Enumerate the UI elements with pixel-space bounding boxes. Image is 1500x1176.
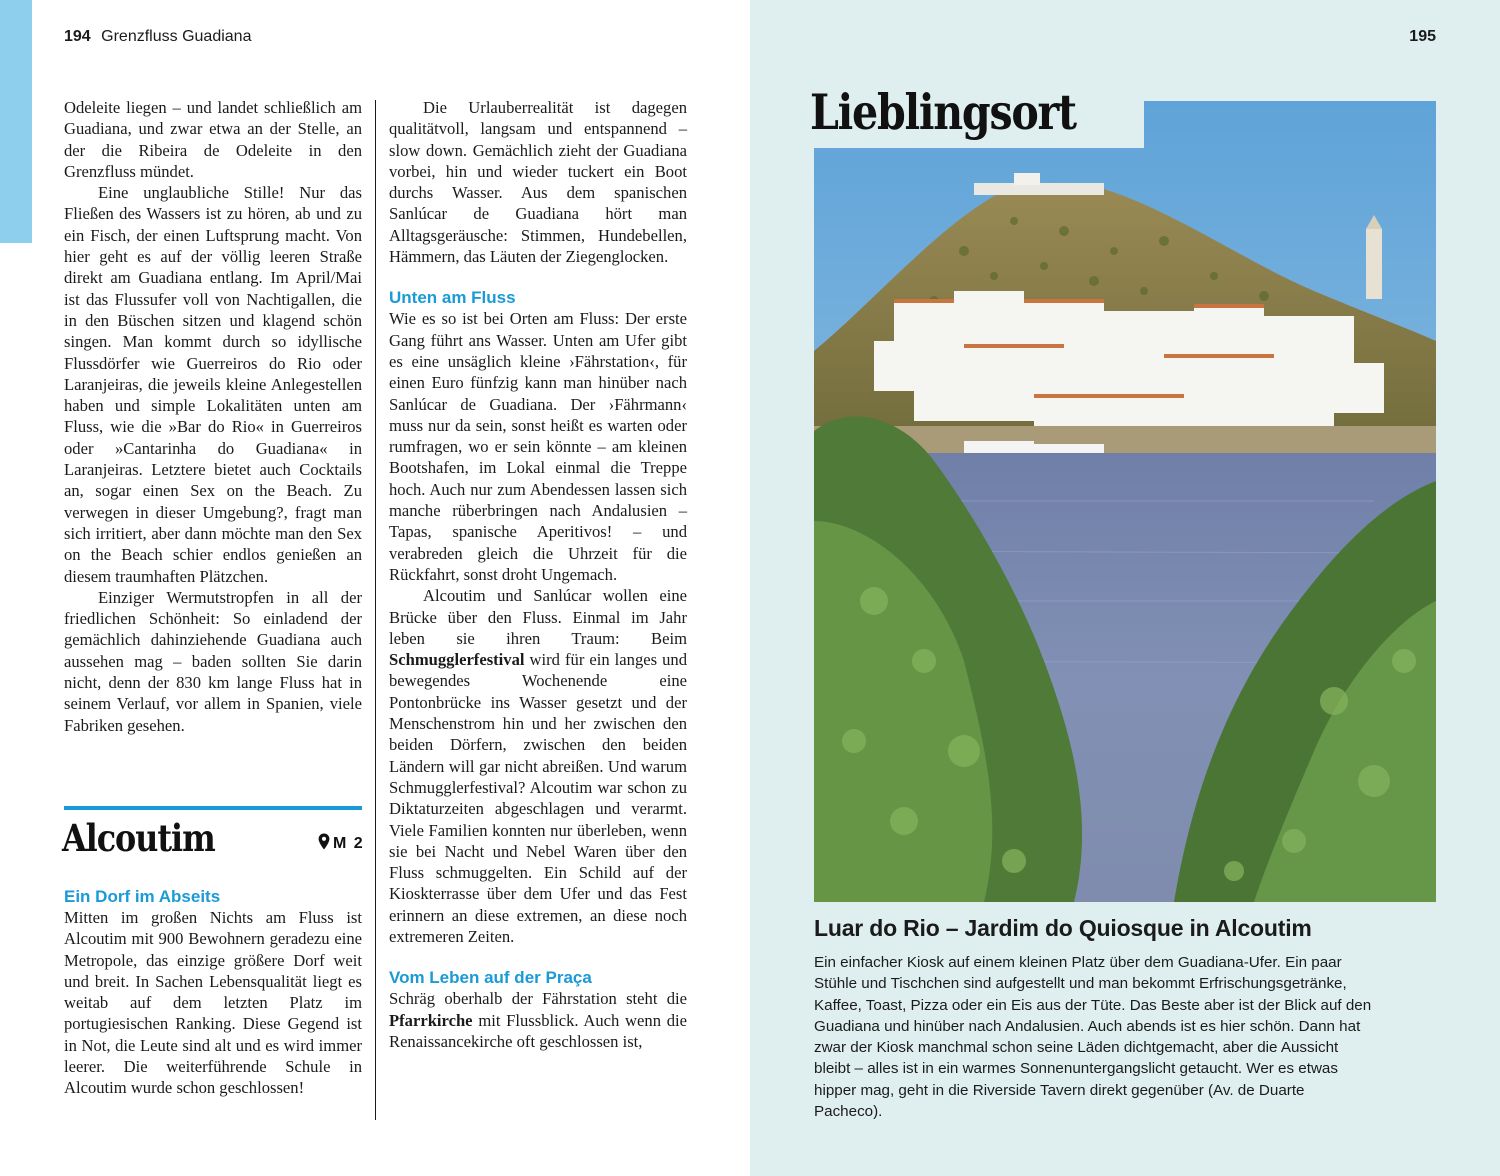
paragraph: Die Urlauberrealität ist dagegen qualitätvoll, langsam und entspannend – slow down. Gemächlich zieht der Guadiana vorbei, hin und wieder tuckert ein Boot durchs Wasser. Aus dem spanischen Sanlúcar de Guadiana hört man Alltagsgeräusche: Stimmen, Hundebellen, Hämmern, das Läuten der Ziegenglocken. [389,98,687,267]
text-run: wird für ein langes und bewegendes Wochenende eine Pontonbrücke ins Wasser gesetzt und der Menschenstrom hin und her zwischen den beiden Dörfern, zwischen den beiden Ländern will gar nicht abreißen. Und warum Schmugglerfestival? Alcoutim war schon zu Diktaturzeiten abgeschlagen und verarmt. Viele Familien konnten nur überleben, wenn sie bei Nacht und Nebel Waren über den Fluss schmuggelten. Ein Schild auf der Kioskterrasse über dem Ufer und das Fest erinnern an diese extremen, an diese noch extremeren Zeiten. [389,650,687,946]
place-description: Ein einfacher Kiosk auf einem kleinen Platz über dem Guadiana-Ufer. Ein paar Stühle und Tischchen sind aufgestellt und man bekommt Erfrischungsgetränke, Kaffee, Toast, Pizza oder ein Eis aus der Tüte. Das Beste aber ist der Blick auf den Guadiana und hinüber nach Andalusien. Auch abends ist es hier schön. Dann hat zwar der Kiosk manchmal schon seine Läden dichtgemacht, aber die Aussicht bleibt – alles ist in ein warmes Sonnenuntergangslicht getaucht. Wer es etwas hipper mag, geht in die Riverside Tavern direkt gegenüber (Av. de Duarte Pacheco). [814,954,1372,1121]
text-column-right [389,97,687,1052]
column-divider [375,100,376,1120]
place-title: Luar do Rio – Jardim do Quiosque in Alcoutim [814,915,1312,941]
paragraph: Odeleite liegen – und landet schließlich am Guadiana, und zwar etwa an der Stelle, an der die Ribeira de Odeleite in den Grenzfluss mündet. [64,98,362,181]
feature-title: Lieblingsort [810,83,1076,141]
text-run: mit Flussblick. Auch wenn die Renaissancekirche oft geschlossen ist, [389,1010,688,1051]
page-number-left: 194 [64,28,91,45]
paragraph [389,585,687,947]
paragraph: Wie es so ist bei Orten am Fluss: Der erste Gang führt ans Wasser. Unten am Ufer gibt es eine unsäglich kleine ›Fährstation‹, für einen Euro fünfzig kann man hinüber nach Sanlúcar de Guadiana. Der ›Fährmann‹ muss nur da sein, sonst heißt es warten oder rumfragen, wo er sein könnte – am kleinen Bootshafen, im Lokal einmal die Treppe hoch. Auch nur zum Abendessen lassen sich manche rüberbringen nach Andalusien – Tapas, spanische Aperitivos! – und verabreden gleich die Uhrzeit für die Rückfahrt, sonst droht Ungemach. [389,309,687,584]
paragraph: Einziger Wermutstropfen in all der friedlichen Schönheit: So einladend der gemächlich dahinziehende Guadiana auch aussehen mag – baden sollten Sie darin nicht, denn der 830 km lange Fluss hat in seinem Verlauf, vor allem in Spanien, viele Fabriken gesehen. [64,587,362,735]
running-title: Grenzfluss Guadiana [101,28,252,45]
right-page [750,0,1500,1176]
bold-term: Pfarrkirche [389,1010,473,1030]
paragraph [389,988,687,1052]
sub-heading: Vom Leben auf der Praça [389,968,592,988]
paragraph: Mitten im großen Nichts am Fluss ist Alcoutim mit 900 Bewohnern geradezu eine Metropole, das einzige größere Dorf weit und breit. In Sachen Lebensqualität liegt es weitab auf dem letzten Platz im portugiesischen Ranking. Diese Gegend ist in Not, die Leute sind alt und es wird immer leerer. Die weiterführende Schule in Alcoutim wurde schon geschlossen! [64,908,362,1098]
paragraph: Eine unglaubliche Stille! Nur das Fließen des Wassers ist zu hören, ab und zu ein Fisch, der einen Luftsprung macht. Von hier geht es auf der völlig leeren Straße direkt am Guadiana entlang. Im April/Mai ist das Flussufer voll von Nachtigallen, die in den Büschen sitzen und klagend schön singen. Man kommt durch so idyllische Flussdörfer wie Guerreiros do Rio oder Laranjeiras, die jeweils kleine Anlegestellen haben und simple Lokalitäten unten am Fluss, wie die »Bar do Rio« in Guerreiros oder »Cantarinha do Guadiana« in Laranjeiras. Letztere bietet auch Cocktails an, sogar einen Sex on the Beach. Zu verwegen in dieser Umgebung?, fragt man sich irritiert, aber dann möchte man den Sex on the Beach schier endlos genießen an diesem traumhaften Plätzchen. [64,183,362,586]
map-pin-icon [318,833,330,855]
map-reference [318,833,364,855]
feature-title-box [810,80,1144,148]
text-run: Schräg oberhalb der Fährstation steht die [389,989,687,1009]
text-column-alcoutim [64,886,362,1099]
sub-heading: Unten am Fluss [389,288,516,308]
chapter-thumb-tab [0,0,32,243]
section-rule [64,806,362,810]
text-run: Alcoutim und Sanlúcar wollen eine Brücke über den Fluss. Einmal im Jahr leben sie ihren Traum: Beim [389,586,687,648]
map-reference-code: M 2 [333,835,365,852]
running-head [64,28,251,46]
bold-term: Schmugglerfestival [389,650,525,670]
page-number-right: 195 [1409,28,1436,45]
text-column-left [64,97,362,736]
sub-heading: Ein Dorf im Abseits [64,887,221,906]
section-title-alcoutim: Alcoutim [62,816,215,860]
photo-alcoutim-river-view [814,101,1436,902]
